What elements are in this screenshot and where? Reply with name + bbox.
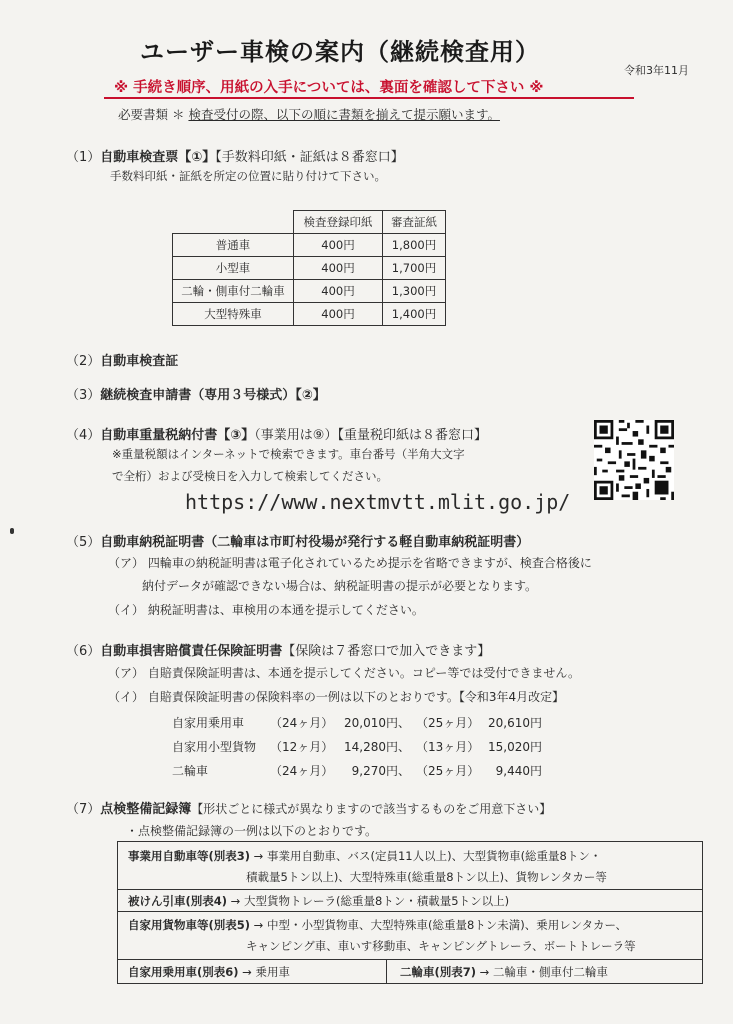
section-1-note: 手数料印紙・証紙を所定の位置に貼り付けて下さい。 — [110, 169, 386, 183]
stamp-fee: 400円 — [294, 280, 383, 303]
section-5-item-a-1: （ア） 四輪車の納税証明書は電子化されているため提示を省略できますが、検査合格後に — [108, 556, 592, 570]
section-4-title: 自動車重量税納付書【③】 — [100, 428, 255, 443]
record-description: → 事業用自動車、バス(定員11人以上)、大型貨物車(総重量8トン・ — [250, 849, 602, 863]
section-5-number: （5） — [66, 535, 101, 550]
section-1-extra: 【手数料印紙・証紙は８番窓口】 — [215, 150, 404, 165]
rate-type: 自家用小型貨物 — [172, 740, 257, 754]
review-fee: 1,400円 — [383, 303, 446, 326]
record-row-text — [128, 964, 290, 980]
rate-value-2: 9,440円 — [495, 764, 542, 778]
section-2-heading — [66, 350, 178, 369]
required-label: 必要書類 ＊ — [118, 107, 189, 122]
qr-code-icon — [594, 420, 674, 500]
fee-table-header: 審査証紙 — [383, 211, 446, 234]
record-row-text — [128, 893, 509, 909]
fee-table-row — [173, 303, 446, 326]
rate-period-1: （12ヶ月） — [270, 740, 334, 754]
issue-date: 令和3年11月 — [624, 64, 689, 77]
fee-table-corner — [173, 211, 294, 234]
review-fee: 1,300円 — [383, 280, 446, 303]
record-category: 自家用貨物車等(別表5) — [128, 918, 251, 932]
section-7-heading — [66, 798, 551, 817]
record-book-table — [117, 841, 703, 984]
section-4-heading — [66, 424, 487, 443]
vehicle-type: 小型車 — [173, 257, 294, 280]
tax-search-url[interactable]: https://www.nextmvtt.mlit.go.jp/ — [185, 490, 571, 514]
record-row-text — [128, 848, 601, 864]
review-fee: 1,700円 — [383, 257, 446, 280]
section-7-extra: 【形状ごとに様式が異なりますので該当するものをご用意下さい】 — [191, 802, 552, 816]
scan-speck — [10, 528, 14, 534]
section-6-item-i: （イ） 自賠責保険証明書の保険料率の一例は以下のとおりです。【令和3年4月改定】 — [108, 690, 565, 704]
rate-type: 自家用乗用車 — [172, 716, 245, 730]
section-1-title: 自動車検査票【①】 — [100, 150, 216, 165]
record-row-private-passenger — [118, 960, 702, 984]
section-2-title: 自動車検査証 — [100, 354, 179, 369]
required-note: 検査受付の際、以下の順に書類を揃えて提示願います。 — [188, 107, 500, 122]
notice-underline — [104, 97, 634, 99]
rate-value-2: 20,610円 — [488, 716, 542, 730]
section-4-extra: （事業用は⑨）【重量税印紙は８番窓口】 — [254, 428, 487, 443]
section-1-heading — [66, 146, 404, 165]
section-7-title: 点検整備記録簿 — [100, 802, 192, 817]
required-documents-line — [118, 105, 500, 123]
section-5-title: 自動車納税証明書（二輪車は市町村役場が発行する軽自動車納税証明書） — [100, 535, 530, 550]
section-4-note-2: で全桁）および受検日を入力して検索してください。 — [112, 469, 388, 483]
record-category: 被けん引車(別表4) — [128, 894, 228, 908]
section-3-number: （3） — [66, 388, 101, 403]
vehicle-type: 大型特殊車 — [173, 303, 294, 326]
rate-period-2: （13ヶ月） — [416, 740, 480, 754]
section-6-item-a: （ア） 自賠責保険証明書は、本通を提示してください。コピー等では受付できません。 — [108, 666, 581, 680]
section-6-title: 自動車損害賠償責任保険証明書 — [100, 644, 283, 659]
vehicle-type: 二輪・側車付二輪車 — [173, 280, 294, 303]
rate-period-2: （25ヶ月） — [416, 716, 480, 730]
vehicle-type: 普通車 — [173, 234, 294, 257]
review-fee: 1,800円 — [383, 234, 446, 257]
section-5-item-i: （イ） 納税証明書は、車検用の本通を提示してください。 — [108, 603, 424, 617]
fee-table-row — [173, 257, 446, 280]
rate-value-1: 20,010円、 — [344, 716, 410, 730]
fee-table-row — [173, 280, 446, 303]
record-divider — [386, 960, 387, 984]
fee-table-header-row — [173, 211, 446, 234]
section-4-note-1: ※重量税額はインターネットで検索できます。車台番号（半角大文字 — [112, 447, 465, 461]
section-4-number: （4） — [66, 428, 101, 443]
record-description: → 中型・小型貨物車、大型特殊車(総重量8トン未満)、乗用レンタカー、 — [250, 918, 628, 932]
fee-table-header: 検査登録印紙 — [294, 211, 383, 234]
rate-type: 二輪車 — [172, 764, 209, 778]
rate-period-1: （24ヶ月） — [270, 764, 334, 778]
record-row-text — [400, 964, 608, 980]
section-6-number: （6） — [66, 644, 101, 659]
stamp-fee: 400円 — [294, 257, 383, 280]
section-6-heading — [66, 640, 490, 659]
section-5-heading — [66, 531, 529, 550]
back-page-notice: ※ 手続き順序、用紙の入手については、裏面を確認して下さい ※ — [114, 80, 544, 96]
rate-value-1: 14,280円、 — [344, 740, 410, 754]
section-7-number: （7） — [66, 802, 101, 817]
rate-period-2: （25ヶ月） — [416, 764, 480, 778]
record-description: → 二輪車・側車付二輪車 — [476, 965, 608, 979]
stamp-fee: 400円 — [294, 234, 383, 257]
record-description-cont: キャンピング車、車いす移動車、キャンピングトレーラ、ボートトレーラ等 — [246, 939, 636, 953]
fee-table — [172, 210, 446, 326]
section-2-number: （2） — [66, 354, 101, 369]
record-description: → 大型貨物トレーラ(総重量8トン・積載量5トン以上) — [227, 894, 510, 908]
rate-value-1: 9,270円、 — [351, 764, 410, 778]
record-category: 二輪車(別表7) — [400, 965, 477, 979]
record-row-private-cargo — [118, 912, 702, 960]
section-5-item-a-2: 納付データが確認できない場合は、納税証明書の提示が必要となります。 — [142, 579, 538, 593]
rate-value-2: 15,020円 — [488, 740, 542, 754]
section-7-note: ・点検整備記録簿の一例は以下のとおりです。 — [126, 824, 378, 838]
stamp-fee: 400円 — [294, 303, 383, 326]
section-6-extra: 【保険は７番窓口で加入できます】 — [282, 644, 491, 659]
record-row-trailer — [118, 890, 702, 912]
record-category: 自家用乗用車(別表6) — [128, 965, 239, 979]
rate-period-1: （24ヶ月） — [270, 716, 334, 730]
section-3-heading — [66, 384, 326, 403]
section-1-number: （1） — [66, 150, 101, 165]
record-row-business — [118, 842, 702, 890]
section-3-title: 継続検査申請書（専用３号様式）【②】 — [100, 388, 326, 403]
record-description: → 乗用車 — [238, 965, 290, 979]
record-description-cont: 積載量5トン以上)、大型特殊車(総重量8トン以上)、貨物レンタカー等 — [246, 870, 607, 884]
record-row-text — [128, 917, 627, 933]
page-title: ユーザー車検の案内（継続検査用） — [140, 38, 540, 66]
fee-table-row — [173, 234, 446, 257]
record-category: 事業用自動車等(別表3) — [128, 849, 251, 863]
